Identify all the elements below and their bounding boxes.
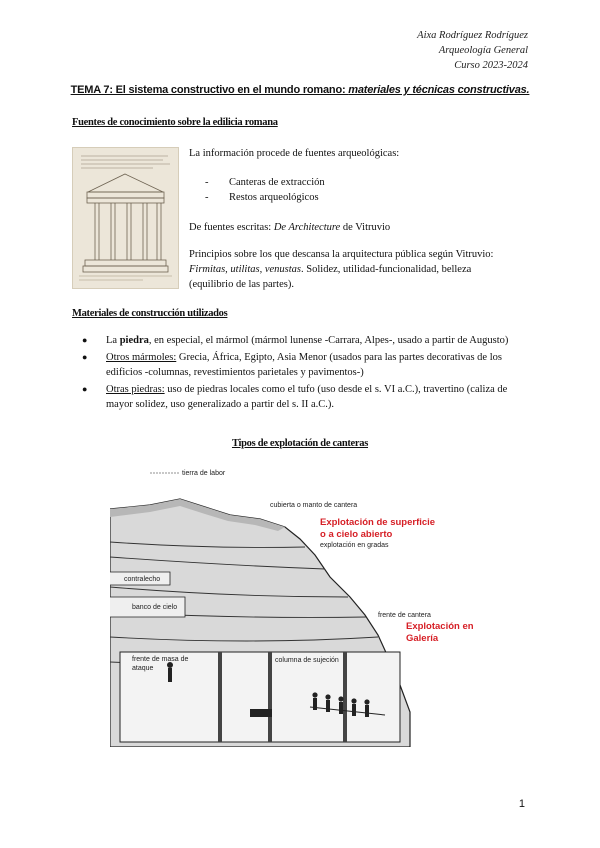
list-item: ● Otros mármoles: Grecia, África, Egipto, Asia Menor (usados para las partes decorativas de los edificios -columnas, revestimientos parietales y pavimentos-) — [82, 352, 502, 378]
label-mass-front-1: frente de masa de — [132, 656, 189, 663]
list-item: ● La piedra, en especial, el mármol (mármol lunense -Carrara, Alpes-, usado a partir de Augusto) — [82, 335, 509, 346]
author-name: Aixa Rodríguez Rodríguez — [417, 30, 528, 41]
quarry-diagram — [110, 457, 480, 747]
title-prefix: TEMA 7: El sistema constructivo en el mundo romano: — [70, 84, 349, 96]
label-surface-1: Explotación de superficie — [320, 517, 436, 528]
section-heading-sources: Fuentes de conocimiento sobre la edilicia romana — [72, 117, 278, 128]
label-surface-2: o a cielo abierto — [320, 529, 393, 540]
label-front: frente de cantera — [378, 612, 431, 619]
document-header — [417, 28, 528, 73]
list-item: ● Otras piedras: uso de piedras locales como el tufo (uso desde el s. VI a.C.), travertino (caliza de mayor solidez, uso generalizado a partir del s. II a.C.). — [82, 384, 508, 410]
list-item: - Restos arqueológicos — [205, 192, 319, 203]
label-bed: banco de cielo — [132, 604, 178, 611]
materials-list — [82, 333, 528, 414]
sources-intro: La información procede de fuentes arqueológicas: — [189, 148, 400, 159]
title-emphasis: materiales y técnicas constructivas. — [348, 84, 530, 96]
course-name: Arqueología General — [438, 45, 528, 56]
label-stepped: explotación en gradas — [320, 542, 389, 549]
section-heading-quarries: Tipos de explotación de canteras — [231, 438, 369, 449]
label-column: columna de sujeción — [275, 657, 339, 664]
latin-terms: Firmitas, utilitas, venustas — [189, 264, 302, 275]
course-year: Curso 2023-2024 — [454, 60, 528, 71]
label-gallery-2: Galería — [406, 633, 439, 644]
page-title — [0, 84, 600, 96]
label-gallery-1: Explotación en — [406, 621, 474, 632]
label-mass-front-2: ataque — [132, 665, 154, 672]
vitruvius-principles: Principios sobre los que descansa la arquitectura pública según Vitruvio: Firmitas, utilitas, venustas. Solidez, utilidad-funcionalidad, belleza (equilibrio de las partes). — [189, 249, 494, 290]
vitruvian-temple-engraving — [72, 147, 179, 289]
archaeological-sources-list — [205, 175, 325, 205]
label-topsoil: tierra de labor — [182, 470, 226, 477]
label-counter: contralecho — [124, 576, 161, 583]
list-item: - Canteras de extracción — [205, 177, 325, 188]
page-number: 1 — [518, 798, 525, 810]
work-title: De Architecture — [273, 222, 341, 233]
section-heading-materials: Materiales de construcción utilizados — [72, 308, 228, 319]
label-cover: cubierta o manto de cantera — [270, 502, 358, 509]
written-sources: De fuentes escritas: De Architecture de Vitruvio — [189, 222, 391, 233]
